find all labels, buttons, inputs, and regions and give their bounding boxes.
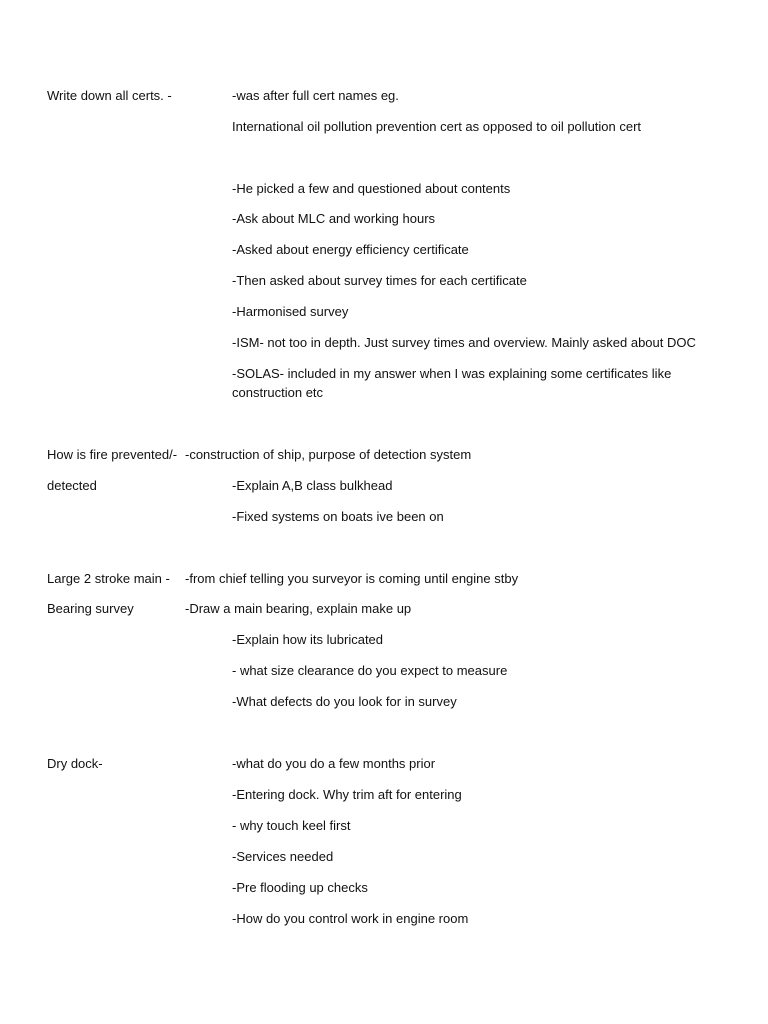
fire-lead: -construction of ship, purpose of detection system bbox=[185, 447, 472, 462]
drydock-note-4: -Services needed bbox=[232, 849, 334, 864]
bearing-heading-line-1: Large 2 stroke main - bbox=[47, 571, 170, 586]
bearing-lead-1: -from chief telling you surveyor is coming until engine stby bbox=[185, 571, 519, 586]
fire-heading-line-2: detected bbox=[47, 478, 97, 493]
certs-note-1: -was after full cert names eg. bbox=[232, 88, 399, 103]
certs-note-2: International oil pollution prevention cert as opposed to oil pollution cert bbox=[232, 119, 642, 134]
certs-note-5: -Asked about energy efficiency certificate bbox=[232, 242, 469, 257]
certs-note-9: -SOLAS- included in my answer when I was explaining some certificates like construction etc bbox=[232, 366, 672, 400]
certs-note-7: -Harmonised survey bbox=[232, 304, 349, 319]
certs-note-6: -Then asked about survey times for each certificate bbox=[232, 273, 527, 288]
fire-heading-line-1: How is fire prevented/- bbox=[47, 447, 178, 462]
bearing-note-3: -What defects do you look for in survey bbox=[232, 694, 457, 709]
drydock-note-5: -Pre flooding up checks bbox=[232, 880, 368, 895]
certs-note-3: -He picked a few and questioned about contents bbox=[232, 181, 511, 196]
fire-note-2: -Fixed systems on boats ive been on bbox=[232, 509, 444, 524]
fire-note-1: -Explain A,B class bulkhead bbox=[232, 478, 393, 493]
drydock-note-1: -what do you do a few months prior bbox=[232, 756, 436, 771]
bearing-note-1: -Explain how its lubricated bbox=[232, 632, 384, 647]
certs-heading: Write down all certs. - bbox=[47, 88, 172, 103]
bearing-heading-line-2: Bearing survey bbox=[47, 601, 134, 616]
drydock-note-6: -How do you control work in engine room bbox=[232, 911, 469, 926]
drydock-note-2: -Entering dock. Why trim aft for entering bbox=[232, 787, 462, 802]
drydock-heading: Dry dock- bbox=[47, 756, 103, 771]
bearing-note-2: - what size clearance do you expect to measure bbox=[232, 663, 508, 678]
drydock-note-3: - why touch keel first bbox=[232, 818, 351, 833]
certs-note-8: -ISM- not too in depth. Just survey times and overview. Mainly asked about DOC bbox=[232, 335, 696, 350]
certs-note-4: -Ask about MLC and working hours bbox=[232, 211, 436, 226]
bearing-lead-2: -Draw a main bearing, explain make up bbox=[185, 601, 412, 616]
